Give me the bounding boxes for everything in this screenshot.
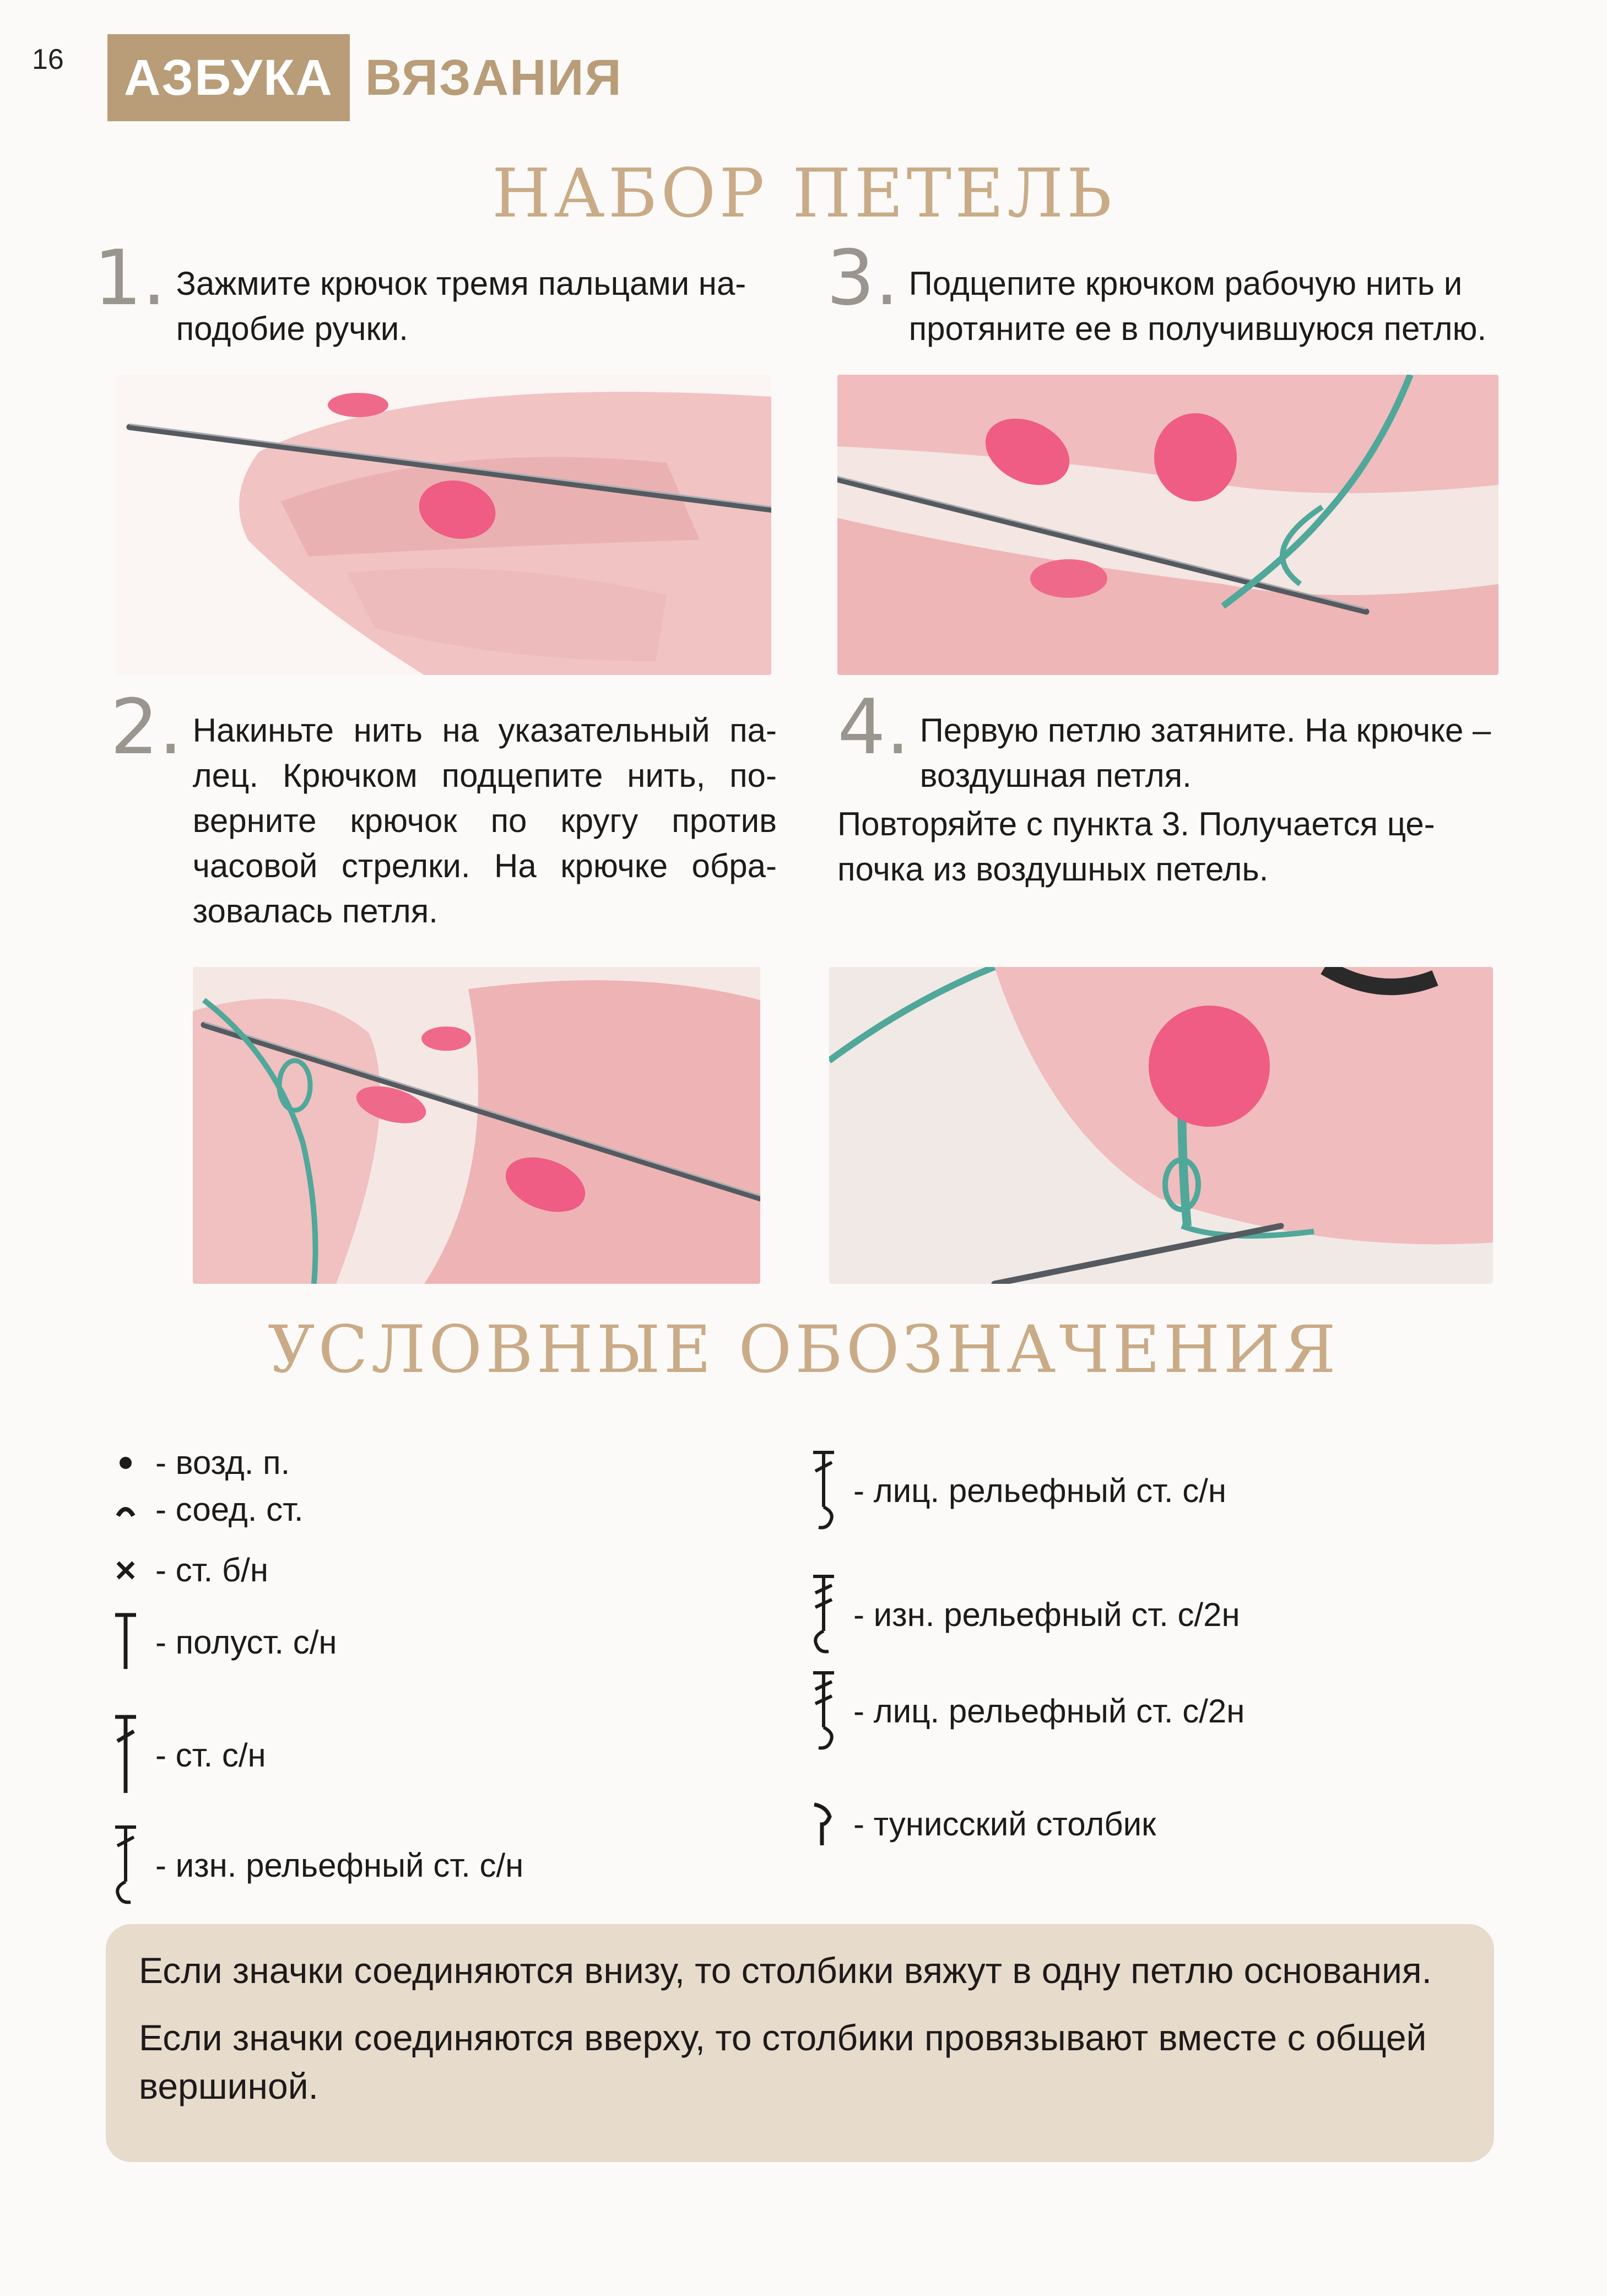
legend-label: - полуст. с/н xyxy=(155,1623,337,1661)
step-2 xyxy=(110,683,777,934)
photo-step-2 xyxy=(193,967,760,1284)
legend-item-bptr xyxy=(802,1573,1240,1656)
step-number: 3. xyxy=(826,234,899,322)
hand-holding-hook-image xyxy=(116,375,771,675)
header-title-rest: ВЯЗАНИЯ xyxy=(365,49,623,106)
cross-icon xyxy=(104,1559,148,1581)
step-4 xyxy=(837,683,1509,798)
legend-label: - соед. ст. xyxy=(155,1491,304,1528)
photo-step-3 xyxy=(837,375,1498,675)
half-dc-icon xyxy=(104,1612,148,1672)
photo-step-1 xyxy=(116,375,771,675)
front-post-tr-icon xyxy=(802,1670,846,1752)
legend-item-bpdc xyxy=(104,1824,523,1906)
step-number: 2. xyxy=(110,683,183,771)
legend-label: - изн. рельефный ст. с/н xyxy=(155,1846,524,1884)
legend-item-tunisian xyxy=(802,1799,1156,1849)
dot-icon xyxy=(104,1455,148,1471)
legend-label: - лиц. рельефный ст. с/2н xyxy=(853,1692,1245,1730)
step-number: 1. xyxy=(94,234,166,322)
hook-pulling-yarn-image xyxy=(837,375,1498,675)
chain-stitch-image xyxy=(829,967,1493,1284)
tunisian-stitch-icon xyxy=(802,1799,846,1849)
legend-item-dc xyxy=(104,1714,266,1796)
step-text: Подцепите крючком рабочую нить и протяните ее в получившуюся петлю. xyxy=(908,265,1487,347)
legend-label: - возд. п. xyxy=(155,1444,290,1481)
repeat-instruction: Повторяйте с пункта 3. Получается це-почка из воздушных петель. xyxy=(837,806,1435,888)
header-title-main: АЗБУКА xyxy=(107,34,350,121)
legend-label: - лиц. рельефный ст. с/н xyxy=(853,1472,1227,1509)
header xyxy=(107,34,623,121)
section-title-cast-on: НАБОР ПЕТЕЛЬ xyxy=(491,154,1116,233)
legend-label: - ст. б/н xyxy=(155,1552,268,1589)
photo-step-4 xyxy=(829,967,1493,1284)
note-line-2: Если значки соединяются вверху, то столбики провязывают вместе с общей вершиной. xyxy=(139,2017,1427,2106)
step-3 xyxy=(826,234,1498,352)
step-text: Зажмите крючок тремя пальцами на-подобие ручки. xyxy=(176,265,746,347)
note-box xyxy=(106,1924,1494,2162)
legend-item-sc xyxy=(104,1551,268,1589)
legend-label: - тунисский столбик xyxy=(853,1805,1156,1843)
legend-item-chain xyxy=(104,1444,290,1482)
step-number: 4. xyxy=(837,683,910,771)
front-post-dc-icon xyxy=(802,1449,846,1532)
page-number: 16 xyxy=(32,44,64,75)
legend-item-hdc xyxy=(104,1612,337,1672)
step-text: Первую петлю затяните. На крючке – воздушная петля. xyxy=(919,712,1491,794)
legend-item-slip-stitch xyxy=(104,1490,304,1528)
legend-label: - ст. с/н xyxy=(155,1736,266,1774)
arc-icon xyxy=(104,1501,148,1518)
note-line-1: Если значки соединяются внизу, то столбики вяжут в одну петлю основания. xyxy=(139,1950,1432,1991)
step-1 xyxy=(94,234,771,352)
back-post-dc-icon xyxy=(104,1824,148,1906)
yarn-around-finger-image xyxy=(193,967,760,1284)
legend-item-fpdc xyxy=(802,1449,1226,1532)
section-title-legend: УСЛОВНЫЕ ОБОЗНАЧЕНИЯ xyxy=(268,1311,1339,1387)
back-post-tr-icon xyxy=(802,1573,846,1656)
dc-icon xyxy=(104,1714,148,1796)
legend-label: - изн. рельефный ст. с/2н xyxy=(853,1596,1240,1633)
step-text: Накиньте нить на указательный па-лец. Крючком подцепите нить, по-верните крючок по кругу против часовой стрелки. На крючке обра-зовалась петля. xyxy=(192,712,777,930)
legend-item-fptr xyxy=(802,1670,1245,1752)
